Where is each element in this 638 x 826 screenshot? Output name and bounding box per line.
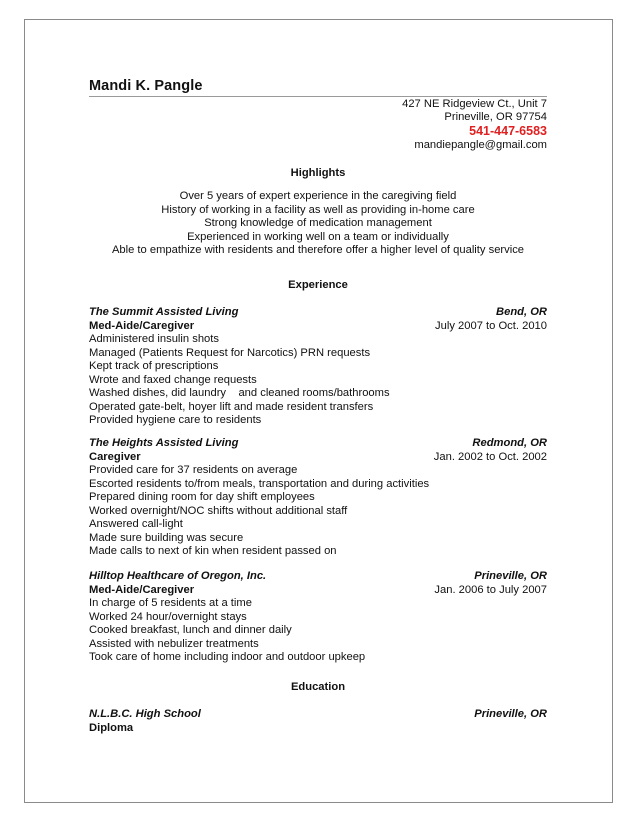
contact-block xyxy=(402,98,547,152)
employer-location: Redmond, OR xyxy=(472,437,547,449)
highlight-item: Over 5 years of expert experience in the caregiving field xyxy=(179,190,457,202)
job-entry-hilltop xyxy=(89,570,547,665)
email-address: mandiepangle@gmail.com xyxy=(414,139,547,151)
school-name: N.L.B.C. High School xyxy=(89,708,201,720)
job-title: Caregiver xyxy=(89,450,141,463)
job-title: Med-Aide/Caregiver xyxy=(89,583,195,596)
phone-number: 541-447-6583 xyxy=(469,124,547,138)
employer-name: Hilltop Healthcare of Oregon, Inc. xyxy=(89,570,267,582)
duty-item: Worked overnight/NOC shifts without additional staff xyxy=(89,504,348,517)
employer-name: The Summit Assisted Living xyxy=(89,306,239,318)
duty-item: Washed dishes, did laundry and cleaned rooms/bathrooms xyxy=(89,387,390,399)
duty-item: Kept track of prescriptions xyxy=(89,360,219,372)
address-line-1: 427 NE Ridgeview Ct., Unit 7 xyxy=(402,98,547,110)
education-heading: Education xyxy=(290,681,346,693)
duty-item: Escorted residents to/from meals, transportation and during activities xyxy=(89,477,430,490)
duty-item: Made calls to next of kin when resident passed on xyxy=(89,545,337,557)
duty-item: Answered call-light xyxy=(89,518,183,530)
highlight-item: Able to empathize with residents and therefore offer a higher level of quality service xyxy=(111,244,525,256)
duty-item: Assisted with nebulizer treatments xyxy=(89,637,259,650)
duty-item: Wrote and faxed change requests xyxy=(89,373,257,386)
education-entry xyxy=(89,708,547,735)
highlight-item: Experienced in working well on a team or individually xyxy=(187,230,449,243)
employer-location: Prineville, OR xyxy=(474,570,547,582)
employer-location: Bend, OR xyxy=(496,306,547,318)
duty-item: Provided hygiene care to residents xyxy=(89,414,262,426)
highlights-list xyxy=(89,190,547,258)
highlight-item: History of working in a facility as well as providing in-home care xyxy=(161,203,475,216)
duty-item: Operated gate-belt, hoyer lift and made resident transfers xyxy=(89,400,374,413)
school-location: Prineville, OR xyxy=(474,708,547,720)
duty-item: Made sure building was secure xyxy=(89,531,244,544)
applicant-name: Mandi K. Pangle xyxy=(89,78,203,94)
duty-item: Cooked breakfast, lunch and dinner daily xyxy=(89,624,292,636)
duty-item: Prepared dining room for day shift employees xyxy=(89,491,315,503)
header-divider xyxy=(89,96,547,97)
job-dates: July 2007 to Oct. 2010 xyxy=(435,319,547,332)
job-dates: Jan. 2002 to Oct. 2002 xyxy=(433,450,547,463)
duty-item: Took care of home including indoor and outdoor upkeep xyxy=(89,651,366,663)
job-title: Med-Aide/Caregiver xyxy=(89,319,195,332)
job-dates: Jan. 2006 to July 2007 xyxy=(434,583,547,596)
duty-item: Provided care for 37 residents on average xyxy=(89,464,298,476)
address-line-2: Prineville, OR 97754 xyxy=(444,111,547,123)
duty-item: In charge of 5 residents at a time xyxy=(89,597,252,609)
job-entry-summit xyxy=(89,306,547,428)
job-entry-heights xyxy=(89,437,547,559)
employer-name: The Heights Assisted Living xyxy=(89,437,239,449)
duty-item: Managed (Patients Request for Narcotics) PRN requests xyxy=(89,346,371,359)
experience-heading: Experience xyxy=(288,279,348,291)
degree: Diploma xyxy=(89,721,134,734)
duty-item: Worked 24 hour/overnight stays xyxy=(89,610,247,623)
highlight-item: Strong knowledge of medication management xyxy=(204,217,432,229)
highlights-heading: Highlights xyxy=(290,167,346,179)
duty-item: Administered insulin shots xyxy=(89,333,219,345)
